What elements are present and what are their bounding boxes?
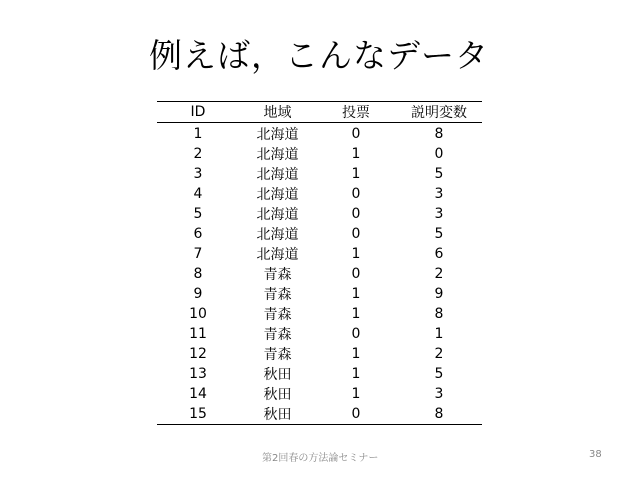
table-header [157, 102, 482, 123]
cell-id: 10 [189, 306, 207, 322]
cell-id: 14 [189, 386, 207, 402]
slide-title: 例えば，こんなデータ [149, 36, 489, 75]
cell-vote: 1 [351, 386, 361, 402]
cell-region: 青森 [263, 287, 292, 303]
column-header-vote: 投票 [342, 105, 370, 121]
cell-id: 1 [193, 126, 203, 142]
cell-explanatory-variable: 2 [434, 266, 444, 282]
cell-explanatory-variable: 9 [434, 286, 444, 302]
cell-explanatory-variable: 2 [434, 346, 444, 362]
cell-region: 北海道 [256, 127, 299, 143]
table-row [157, 404, 482, 425]
cell-id: 7 [193, 246, 203, 262]
cell-explanatory-variable: 5 [434, 366, 444, 382]
cell-explanatory-variable: 1 [434, 326, 444, 342]
table-row [157, 364, 482, 384]
page-number: 38 [589, 449, 602, 460]
cell-id: 2 [193, 146, 203, 162]
cell-vote: 0 [351, 186, 361, 202]
cell-explanatory-variable: 8 [434, 406, 444, 422]
cell-vote: 0 [351, 226, 361, 242]
cell-vote: 1 [351, 146, 361, 162]
cell-id: 8 [193, 266, 203, 282]
cell-id: 12 [189, 346, 207, 362]
table-body [157, 123, 482, 425]
cell-region: 青森 [263, 327, 292, 343]
table-row [157, 384, 482, 404]
cell-vote: 1 [351, 346, 361, 362]
cell-id: 13 [189, 366, 207, 382]
cell-id: 6 [193, 226, 203, 242]
cell-explanatory-variable: 6 [434, 246, 444, 262]
cell-region: 青森 [263, 267, 292, 283]
cell-vote: 0 [351, 206, 361, 222]
table-row [157, 164, 482, 184]
cell-explanatory-variable: 8 [434, 126, 444, 142]
cell-vote: 0 [351, 406, 361, 422]
table-row [157, 304, 482, 324]
cell-vote: 0 [351, 126, 361, 142]
table-row [157, 204, 482, 224]
cell-id: 9 [193, 286, 203, 302]
cell-explanatory-variable: 3 [434, 386, 444, 402]
table-row [157, 344, 482, 364]
cell-region: 北海道 [256, 207, 299, 223]
column-header-id: ID [190, 104, 206, 120]
cell-explanatory-variable: 5 [434, 166, 444, 182]
cell-id: 3 [193, 166, 203, 182]
cell-region: 青森 [263, 307, 292, 323]
cell-id: 15 [189, 406, 207, 422]
table-row [157, 284, 482, 304]
data-table [157, 101, 482, 425]
cell-explanatory-variable: 3 [434, 186, 444, 202]
cell-id: 4 [193, 186, 203, 202]
cell-region: 北海道 [256, 167, 299, 183]
cell-vote: 1 [351, 166, 361, 182]
cell-region: 青森 [263, 347, 292, 363]
cell-region: 秋田 [263, 367, 292, 383]
cell-vote: 1 [351, 306, 361, 322]
cell-id: 11 [189, 326, 207, 342]
cell-explanatory-variable: 5 [434, 226, 444, 242]
table-row [157, 324, 482, 344]
cell-explanatory-variable: 8 [434, 306, 444, 322]
cell-vote: 0 [351, 266, 361, 282]
cell-explanatory-variable: 0 [434, 146, 444, 162]
cell-region: 秋田 [263, 387, 292, 403]
table-row [157, 244, 482, 264]
table-row [157, 224, 482, 244]
cell-region: 北海道 [256, 227, 299, 243]
cell-vote: 1 [351, 286, 361, 302]
cell-region: 秋田 [263, 407, 292, 423]
column-header-region: 地域 [263, 105, 292, 121]
cell-region: 北海道 [256, 147, 299, 163]
table-row [157, 144, 482, 164]
footer-text: 第2回春の方法論セミナー [262, 453, 379, 464]
table-row [157, 184, 482, 204]
table-header-row [157, 102, 482, 123]
cell-id: 5 [193, 206, 203, 222]
table-row [157, 264, 482, 284]
column-header-explanatory-variable: 説明変数 [411, 105, 467, 121]
cell-vote: 1 [351, 246, 361, 262]
cell-vote: 1 [351, 366, 361, 382]
table-row [157, 123, 482, 145]
cell-region: 北海道 [256, 247, 299, 263]
cell-vote: 0 [351, 326, 361, 342]
cell-explanatory-variable: 3 [434, 206, 444, 222]
cell-region: 北海道 [256, 187, 299, 203]
